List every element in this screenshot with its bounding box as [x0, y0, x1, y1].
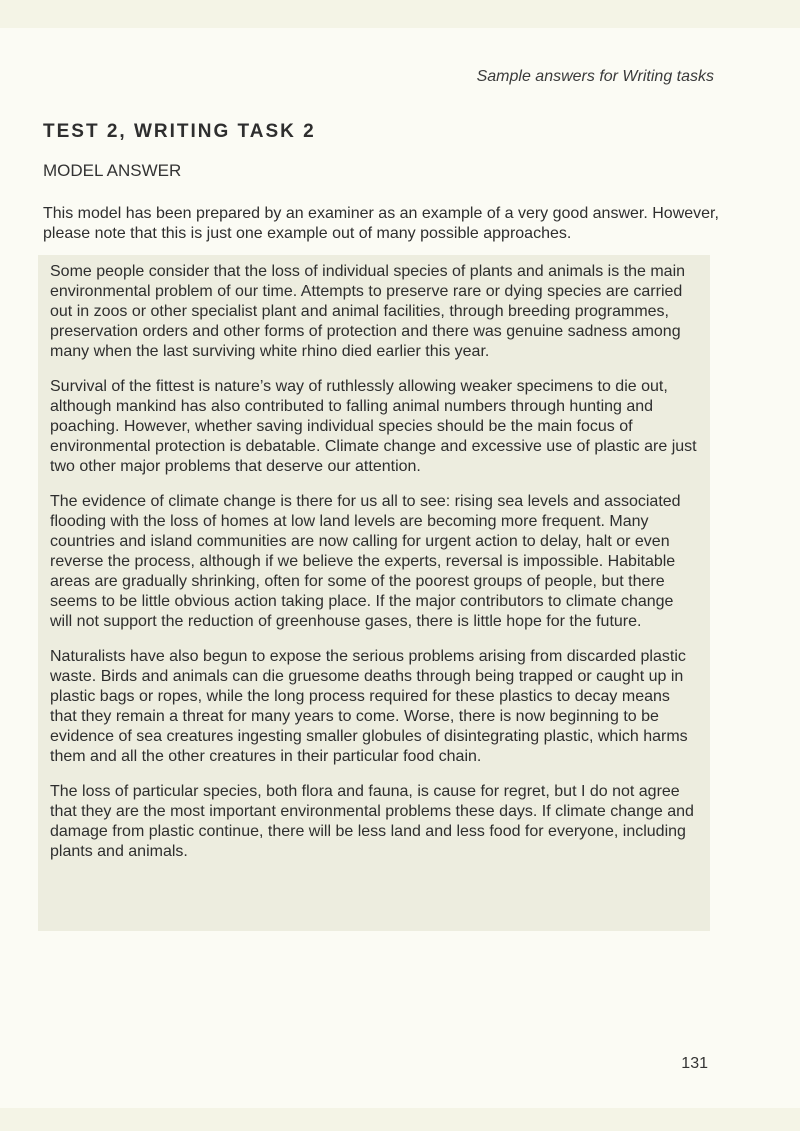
bottom-margin-band [0, 1108, 800, 1131]
answer-paragraph-2: Survival of the fittest is nature’s way of ruthlessly allowing weaker specimens to die out, although mankind has also contributed to falling animal numbers through hunting and poaching. However, whether saving individual species should be the main focus of environmental protection is debatable. Climate change and excessive use of plastic are just two other major problems that deserve our attention. [50, 378, 697, 475]
section-title: TEST 2, WRITING TASK 2 [43, 121, 316, 142]
answer-paragraph-4: Naturalists have also begun to expose the serious problems arising from discarded plastic waste. Birds and animals can die gruesome deaths through being trapped or caught up in plastic bags or ropes, while the long process required for these plastics to decay means that they remain a threat for many years to come. Worse, there is now beginning to be evidence of sea creatures ingesting smaller globules of disintegrating plastic, which harms them and all the other creatures in their particular food chain. [50, 648, 688, 765]
running-header: Sample answers for Writing tasks [476, 68, 714, 85]
model-answer-box [38, 255, 710, 931]
page-number: 131 [681, 1055, 708, 1072]
top-margin-band [0, 0, 800, 28]
answer-paragraph-3: The evidence of climate change is there for us all to see: rising sea levels and associated flooding with the loss of homes at low land levels are becoming more frequent. Many countries and island communities are now calling for urgent action to delay, halt or even reverse the process, although if we believe the experts, reversal is impossible. Habitable areas are gradually shrinking, often for some of the poorest groups of people, but there seems to be little obvious action taking place. If the major contributors to climate change will not support the reduction of greenhouse gases, there is little hope for the future. [50, 493, 681, 630]
section-subheading: MODEL ANSWER [43, 161, 182, 180]
answer-paragraph-5: The loss of particular species, both flora and fauna, is cause for regret, but I do not agree that they are the most important environmental problems these days. If climate change and damage from plastic continue, there will be less land and less food for everyone, including plants and animals. [50, 783, 694, 860]
answer-paragraph-1: Some people consider that the loss of individual species of plants and animals is the main environmental problem of our time. Attempts to preserve rare or dying species are carried out in zoos or other specialist plant and animal facilities, through breeding programmes, preservation orders and other forms of protection and there was genuine sadness among many when the last surviving white rhino died earlier this year. [50, 263, 686, 360]
intro-text: This model has been prepared by an examiner as an example of a very good answer. However, please note that this is just one example out of many possible approaches. [43, 205, 719, 242]
